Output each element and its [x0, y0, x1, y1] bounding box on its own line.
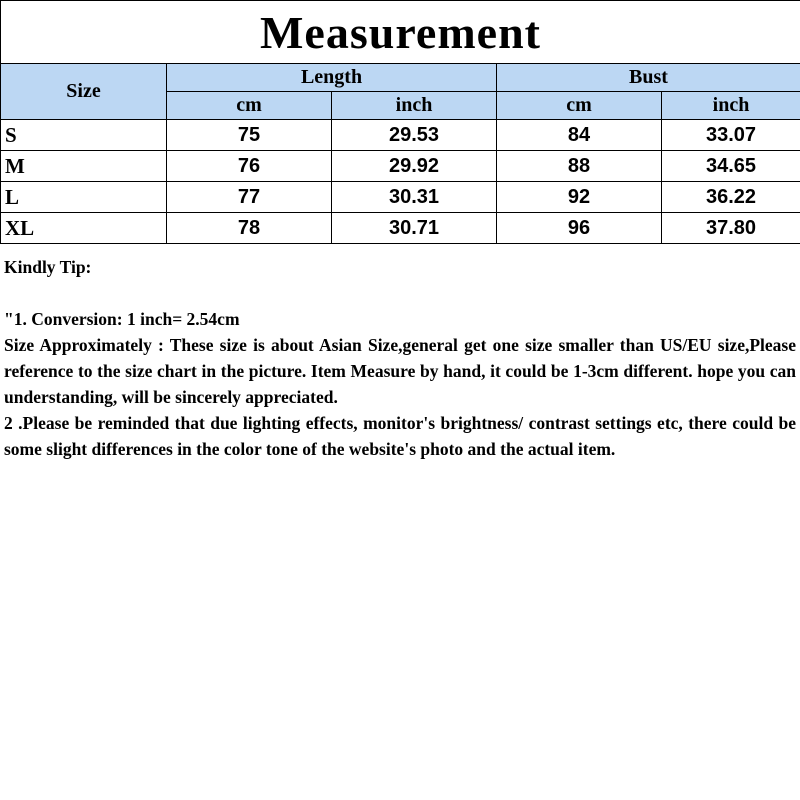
bust-cm-header: cm [497, 92, 662, 120]
size-label: L [1, 182, 167, 213]
size-header: Size [1, 64, 167, 120]
length-cm-cell: 75 [167, 120, 332, 151]
length-cm-header: cm [167, 92, 332, 120]
tips-heading: Kindly Tip: [4, 257, 92, 277]
size-chart-table [0, 0, 800, 244]
bust-inch-cell: 36.22 [662, 182, 800, 213]
table-row [1, 151, 800, 182]
size-label: XL [1, 213, 167, 244]
bust-cm-cell: 88 [497, 151, 662, 182]
length-cm-cell: 77 [167, 182, 332, 213]
table-row [1, 213, 800, 244]
size-label: M [1, 151, 167, 182]
bust-cm-cell: 92 [497, 182, 662, 213]
size-label: S [1, 120, 167, 151]
table-row [1, 120, 800, 151]
bust-inch-cell: 34.65 [662, 151, 800, 182]
length-cm-cell: 76 [167, 151, 332, 182]
bust-inch-header: inch [662, 92, 800, 120]
length-inch-header: inch [332, 92, 497, 120]
length-inch-cell: 29.53 [332, 120, 497, 151]
bust-group-header: Bust [497, 64, 800, 92]
bust-inch-cell: 37.80 [662, 213, 800, 244]
size-approximation-note: Size Approximately : These size is about Asian Size,general get one size smaller than US/EU size,Please reference to the size chart in the picture. Item Measure by hand, it could be 1-3cm different. hope you can understanding, will be sincerely appreciated. [4, 335, 796, 407]
length-inch-cell: 30.71 [332, 213, 497, 244]
color-difference-note: 2 .Please be reminded that due lighting effects, monitor's brightness/ contrast settings etc, there could be some slight differences in the color tone of the website's photo and the actual item. [4, 413, 796, 459]
bust-cm-cell: 84 [497, 120, 662, 151]
length-inch-cell: 30.31 [332, 182, 497, 213]
length-inch-cell: 29.92 [332, 151, 497, 182]
length-group-header: Length [167, 64, 497, 92]
page-title: Measurement [1, 1, 800, 64]
conversion-note: "1. Conversion: 1 inch= 2.54cm [4, 309, 240, 329]
kindly-tips [4, 254, 796, 462]
bust-cm-cell: 96 [497, 213, 662, 244]
table-row [1, 182, 800, 213]
bust-inch-cell: 33.07 [662, 120, 800, 151]
spacer [4, 280, 796, 306]
length-cm-cell: 78 [167, 213, 332, 244]
